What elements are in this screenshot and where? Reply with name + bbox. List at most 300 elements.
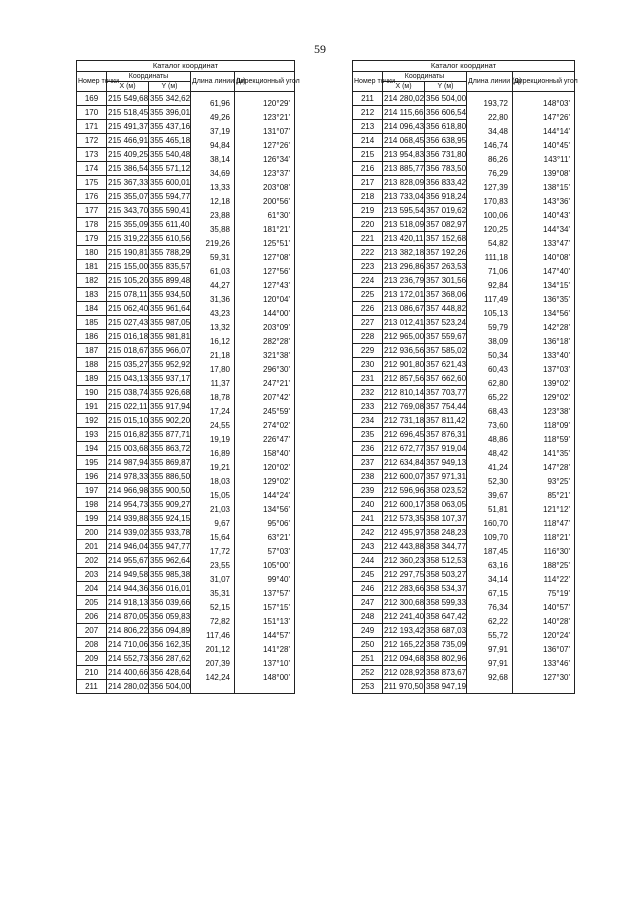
x-coordinate-cell: 212 241,40: [383, 610, 425, 624]
point-number-cell: 180: [77, 246, 107, 260]
table-row: [353, 666, 575, 680]
table-row: [77, 456, 295, 470]
y-coordinate-cell: 357 876,31: [425, 428, 467, 442]
y-coordinate-cell: 355 342,62: [149, 92, 191, 106]
direction-angle-cell: 133°47': [543, 238, 571, 248]
point-number-cell: 186: [77, 330, 107, 344]
line-length-cell: 15,05: [209, 490, 230, 500]
direction-angle-cell: 148°03': [543, 99, 571, 108]
line-length-cell: 31,07: [209, 574, 230, 584]
table-row: [77, 148, 295, 162]
direction-angle-cell: 247°21': [263, 378, 291, 388]
point-number-header: Номер точки: [353, 72, 383, 92]
y-coordinate-cell: 356 606,54: [425, 106, 467, 120]
line-length-cell: 17,24: [209, 406, 230, 416]
x-header: X (м): [107, 82, 149, 92]
line-length-cell: 48,42: [487, 448, 508, 458]
y-coordinate-cell: 357 585,02: [425, 344, 467, 358]
x-coordinate-cell: 214 987,94: [107, 456, 149, 470]
direction-angle-cell: 118°09': [543, 420, 571, 430]
point-number-cell: 237: [353, 456, 383, 470]
line-length-cell: 68,43: [487, 406, 508, 416]
x-coordinate-cell: 215 386,54: [107, 162, 149, 176]
coordinates-header: Координаты: [107, 72, 191, 82]
line-length-cell: 120,25: [483, 224, 508, 234]
direction-angle-cell: 147°26': [543, 112, 571, 122]
line-length-cell: 55,72: [487, 630, 508, 640]
x-coordinate-cell: 215 466,91: [107, 134, 149, 148]
point-number-cell: 225: [353, 288, 383, 302]
direction-angle-cell: 61°30': [267, 210, 291, 220]
table-row: [77, 638, 295, 652]
point-number-cell: 181: [77, 260, 107, 274]
point-number-cell: 234: [353, 414, 383, 428]
y-coordinate-cell: 355 981,81: [149, 330, 191, 344]
x-coordinate-cell: 212 769,08: [383, 400, 425, 414]
direction-angle-cell: 127°30': [543, 672, 571, 682]
table-row: [353, 442, 575, 456]
point-number-cell: 216: [353, 162, 383, 176]
catalog-title: Каталог координат: [353, 61, 575, 72]
y-coordinate-cell: 355 590,41: [149, 204, 191, 218]
y-coordinate-cell: 357 082,97: [425, 218, 467, 232]
x-coordinate-cell: 212 193,42: [383, 624, 425, 638]
table-row: [77, 302, 295, 316]
x-coordinate-cell: 212 028,92: [383, 666, 425, 680]
x-coordinate-cell: 212 300,68: [383, 596, 425, 610]
point-number-cell: 241: [353, 512, 383, 526]
point-number-cell: 209: [77, 652, 107, 666]
direction-angle-cell: 134°56': [543, 308, 571, 318]
x-coordinate-cell: 215 016,18: [107, 330, 149, 344]
x-coordinate-cell: 215 549,68: [107, 92, 149, 106]
y-coordinate-cell: 356 094,89: [149, 624, 191, 638]
direction-angle-cell: 140°28': [543, 616, 571, 626]
point-number-cell: 236: [353, 442, 383, 456]
y-coordinate-cell: 356 783,50: [425, 162, 467, 176]
table-row: [353, 596, 575, 610]
direction-angle-cell: 85°21': [547, 490, 571, 500]
direction-angle-cell: 203°09': [263, 322, 291, 332]
x-coordinate-cell: 214 280,02: [383, 92, 425, 106]
x-coordinate-cell: 212 696,45: [383, 428, 425, 442]
x-header: X (м): [383, 82, 425, 92]
direction-angle-cell: 95°06': [267, 518, 291, 528]
point-number-cell: 232: [353, 386, 383, 400]
x-coordinate-cell: 215 105,20: [107, 274, 149, 288]
line-length-cell: 97,91: [487, 658, 508, 668]
table-row: [353, 470, 575, 484]
x-coordinate-cell: 213 172,01: [383, 288, 425, 302]
x-coordinate-cell: 215 015,10: [107, 414, 149, 428]
y-coordinate-cell: 355 962,64: [149, 554, 191, 568]
line-length-cell: 97,91: [487, 644, 508, 654]
point-number-cell: 184: [77, 302, 107, 316]
x-coordinate-cell: 214 870,05: [107, 610, 149, 624]
x-coordinate-cell: 215 190,81: [107, 246, 149, 260]
point-number-cell: 204: [77, 582, 107, 596]
y-coordinate-cell: 358 802,96: [425, 652, 467, 666]
y-coordinate-cell: 358 248,23: [425, 526, 467, 540]
x-coordinate-cell: 215 027,43: [107, 316, 149, 330]
table-row: [77, 274, 295, 288]
line-length-cell: 61,03: [209, 266, 230, 276]
point-number-cell: 246: [353, 582, 383, 596]
x-coordinate-cell: 214 710,06: [107, 638, 149, 652]
direction-angle-cell: 137°03': [543, 364, 571, 374]
direction-angle-cell: 136°35': [543, 294, 571, 304]
y-coordinate-cell: 357 368,06: [425, 288, 467, 302]
line-length-cell: 37,19: [209, 126, 230, 136]
x-coordinate-cell: 212 600,07: [383, 470, 425, 484]
y-coordinate-cell: 356 016,01: [149, 582, 191, 596]
table-row: [77, 246, 295, 260]
y-coordinate-cell: 355 600,01: [149, 176, 191, 190]
x-coordinate-cell: 214 966,98: [107, 484, 149, 498]
x-coordinate-cell: 212 297,75: [383, 568, 425, 582]
line-length-cell: 146,74: [483, 140, 508, 150]
y-coordinate-cell: 355 611,40: [149, 218, 191, 232]
point-number-cell: 242: [353, 526, 383, 540]
line-length-cell: 60,43: [487, 364, 508, 374]
table-row: [77, 106, 295, 120]
table-row: [77, 260, 295, 274]
point-number-cell: 220: [353, 218, 383, 232]
line-length-cell: 187,45: [483, 546, 508, 556]
y-coordinate-cell: 358 063,05: [425, 498, 467, 512]
line-length-cell: 72,82: [209, 616, 230, 626]
y-coordinate-cell: 358 503,27: [425, 568, 467, 582]
table-row: [77, 316, 295, 330]
y-coordinate-cell: 356 504,00: [149, 680, 191, 694]
x-coordinate-cell: 215 343,70: [107, 204, 149, 218]
table-row: [353, 232, 575, 246]
table-row: [353, 414, 575, 428]
table-row: [77, 582, 295, 596]
line-length-cell: 59,31: [209, 252, 230, 262]
direction-angle-cell: 125°51': [263, 238, 291, 248]
table-row: [77, 386, 295, 400]
y-coordinate-cell: 355 886,50: [149, 470, 191, 484]
x-coordinate-cell: 215 078,11: [107, 288, 149, 302]
table-row: [77, 428, 295, 442]
table-row: [353, 372, 575, 386]
table-row: [353, 456, 575, 470]
direction-angle-cell: 203°08': [263, 182, 291, 192]
direction-angle-cell: 75°19': [547, 588, 571, 598]
y-coordinate-cell: 357 019,62: [425, 204, 467, 218]
x-coordinate-cell: 214 978,33: [107, 470, 149, 484]
direction-angle-cell: 105°00': [263, 560, 291, 570]
line-length-cell: 21,18: [209, 350, 230, 360]
direction-angle-cell: 126°34': [263, 154, 291, 164]
table-row: [353, 680, 575, 694]
point-number-cell: 213: [353, 120, 383, 134]
direction-angle-cell: 147°28': [543, 462, 571, 472]
point-number-cell: 195: [77, 456, 107, 470]
line-length-cell: 34,14: [487, 574, 508, 584]
x-coordinate-cell: 215 003,68: [107, 442, 149, 456]
point-number-cell: 197: [77, 484, 107, 498]
y-coordinate-cell: 355 947,77: [149, 540, 191, 554]
table-row: [353, 358, 575, 372]
y-coordinate-cell: 357 949,13: [425, 456, 467, 470]
line-length-cell: 111,18: [484, 252, 508, 262]
table-row: [353, 344, 575, 358]
x-coordinate-cell: 213 086,67: [383, 302, 425, 316]
direction-angle-cell: 138°15': [543, 182, 571, 192]
direction-angle-cell: 129°02': [543, 392, 571, 402]
direction-angle-cell: 144°00': [263, 308, 291, 318]
direction-angle-cell: 57°03': [267, 546, 291, 556]
line-length-cell: 13,32: [209, 322, 230, 332]
y-coordinate-cell: 357 971,31: [425, 470, 467, 484]
line-length-cell: 38,09: [487, 336, 508, 346]
table-row: [77, 162, 295, 176]
line-length-cell: 61,96: [209, 99, 230, 108]
line-length-cell: 63,16: [487, 560, 508, 570]
table-row: [353, 92, 575, 106]
y-coordinate-cell: 357 811,42: [425, 414, 467, 428]
table-row: [77, 666, 295, 680]
direction-angle-cell: 140°45': [543, 140, 571, 150]
table-row: [353, 134, 575, 148]
line-length-cell: 34,48: [487, 126, 508, 136]
x-coordinate-cell: 212 283,66: [383, 582, 425, 596]
x-coordinate-cell: 212 901,80: [383, 358, 425, 372]
direction-angle-cell: 121°12': [543, 504, 571, 514]
point-number-cell: 173: [77, 148, 107, 162]
direction-angle-cell: 116°30': [543, 546, 571, 556]
x-coordinate-cell: 214 944,36: [107, 582, 149, 596]
table-row: [353, 176, 575, 190]
direction-angle-cell: 140°57': [543, 602, 571, 612]
y-coordinate-cell: 357 192,26: [425, 246, 467, 260]
x-coordinate-cell: 215 018,67: [107, 344, 149, 358]
y-coordinate-cell: 358 647,42: [425, 610, 467, 624]
point-number-cell: 208: [77, 638, 107, 652]
page-number: 59: [314, 42, 326, 56]
line-length-cell: 39,67: [487, 490, 508, 500]
direction-angle-cell: 133°46': [543, 658, 571, 668]
table-row: [353, 246, 575, 260]
point-number-cell: 178: [77, 218, 107, 232]
point-number-cell: 215: [353, 148, 383, 162]
point-number-cell: 169: [77, 92, 107, 106]
y-coordinate-cell: 358 107,37: [425, 512, 467, 526]
direction-angle-cell: 63°21': [267, 532, 291, 542]
direction-angle-cell: 127°08': [263, 252, 291, 262]
angle-header: Дирекционный угол: [235, 72, 295, 92]
line-length-cell: 24,55: [209, 420, 230, 430]
x-coordinate-cell: 215 038,74: [107, 386, 149, 400]
x-coordinate-cell: 213 012,41: [383, 316, 425, 330]
y-coordinate-cell: 355 877,71: [149, 428, 191, 442]
y-coordinate-cell: 357 523,24: [425, 316, 467, 330]
x-coordinate-cell: 214 552,73: [107, 652, 149, 666]
point-number-cell: 211: [353, 92, 383, 106]
x-coordinate-cell: 213 733,04: [383, 190, 425, 204]
table-row: [353, 610, 575, 624]
y-coordinate-cell: 356 287,62: [149, 652, 191, 666]
table-row: [77, 484, 295, 498]
direction-angle-cell: 133°40': [543, 350, 571, 360]
x-coordinate-cell: 213 885,77: [383, 162, 425, 176]
direction-angle-cell: 123°38': [543, 406, 571, 416]
table-row: [353, 218, 575, 232]
line-length-cell: 13,33: [209, 182, 230, 192]
x-coordinate-cell: 212 495,97: [383, 526, 425, 540]
x-coordinate-cell: 212 634,84: [383, 456, 425, 470]
direction-angle-cell: 136°07': [543, 644, 571, 654]
direction-angle-cell: 120°29': [263, 99, 291, 108]
table-row: [77, 596, 295, 610]
table-row: [353, 484, 575, 498]
y-coordinate-cell: 356 039,66: [149, 596, 191, 610]
y-coordinate-cell: 358 947,19: [425, 680, 467, 694]
y-coordinate-cell: 355 835,57: [149, 260, 191, 274]
point-number-cell: 214: [353, 134, 383, 148]
x-coordinate-cell: 215 319,22: [107, 232, 149, 246]
x-coordinate-cell: 215 409,25: [107, 148, 149, 162]
point-number-cell: 235: [353, 428, 383, 442]
table-row: [77, 92, 295, 106]
line-length-cell: 142,24: [205, 672, 230, 682]
table-row: [353, 526, 575, 540]
table-row: [353, 330, 575, 344]
line-length-cell: 109,70: [483, 532, 508, 542]
direction-angle-cell: 181°21': [263, 224, 291, 234]
direction-angle-cell: 127°56': [263, 266, 291, 276]
table-row: [353, 498, 575, 512]
y-coordinate-cell: 357 263,53: [425, 260, 467, 274]
direction-angle-cell: 129°02': [263, 476, 291, 486]
y-coordinate-cell: 355 952,92: [149, 358, 191, 372]
direction-angle-cell: 296°30': [263, 364, 291, 374]
table-row: [77, 176, 295, 190]
x-coordinate-cell: 215 491,37: [107, 120, 149, 134]
x-coordinate-cell: 214 949,58: [107, 568, 149, 582]
y-coordinate-cell: 355 396,01: [149, 106, 191, 120]
y-coordinate-cell: 356 918,24: [425, 190, 467, 204]
point-number-cell: 247: [353, 596, 383, 610]
y-coordinate-cell: 357 703,77: [425, 386, 467, 400]
point-number-cell: 251: [353, 652, 383, 666]
table-row: [353, 162, 575, 176]
point-number-cell: 243: [353, 540, 383, 554]
table-row: [353, 120, 575, 134]
direction-angle-cell: 127°43': [263, 280, 291, 290]
point-number-cell: 238: [353, 470, 383, 484]
point-number-cell: 233: [353, 400, 383, 414]
table-row: [353, 568, 575, 582]
y-coordinate-cell: 355 863,72: [149, 442, 191, 456]
line-length-cell: 15,64: [209, 532, 230, 542]
y-coordinate-cell: 355 610,56: [149, 232, 191, 246]
line-length-cell: 59,79: [487, 322, 508, 332]
y-coordinate-cell: 355 788,29: [149, 246, 191, 260]
y-coordinate-cell: 357 754,44: [425, 400, 467, 414]
x-coordinate-cell: 211 970,50: [383, 680, 425, 694]
point-number-cell: 245: [353, 568, 383, 582]
x-coordinate-cell: 214 068,45: [383, 134, 425, 148]
direction-angle-cell: 120°24': [543, 630, 571, 640]
y-coordinate-cell: 358 873,67: [425, 666, 467, 680]
line-length-cell: 16,12: [209, 336, 230, 346]
table-row: [353, 190, 575, 204]
point-number-cell: 200: [77, 526, 107, 540]
line-length-cell: 117,46: [206, 630, 230, 640]
y-coordinate-cell: 356 833,42: [425, 176, 467, 190]
line-length-cell: 67,15: [487, 588, 508, 598]
direction-angle-cell: 147°40': [543, 266, 571, 276]
direction-angle-cell: 157°15': [263, 602, 291, 612]
line-length-cell: 86,26: [487, 154, 508, 164]
table-row: [77, 568, 295, 582]
y-coordinate-cell: 357 152,68: [425, 232, 467, 246]
line-length-cell: 65,22: [487, 392, 508, 402]
point-number-cell: 179: [77, 232, 107, 246]
table-row: [353, 582, 575, 596]
catalog-title: Каталог координат: [77, 61, 295, 72]
y-coordinate-cell: 357 559,67: [425, 330, 467, 344]
table-row: [353, 260, 575, 274]
line-length-cell: 92,84: [487, 280, 508, 290]
point-number-cell: 203: [77, 568, 107, 582]
y-coordinate-cell: 355 899,48: [149, 274, 191, 288]
table-row: [77, 652, 295, 666]
table-row: [353, 302, 575, 316]
x-coordinate-cell: 213 518,09: [383, 218, 425, 232]
line-length-cell: 100,06: [483, 210, 508, 220]
point-number-cell: 199: [77, 512, 107, 526]
table-row: [353, 554, 575, 568]
y-coordinate-cell: 355 571,12: [149, 162, 191, 176]
line-length-cell: 52,30: [487, 476, 508, 486]
direction-angle-cell: 188°25': [543, 560, 571, 570]
line-length-cell: 48,86: [487, 434, 508, 444]
table-row: [77, 190, 295, 204]
direction-angle-cell: 140°08': [543, 252, 571, 262]
line-length-cell: 19,19: [209, 434, 230, 444]
x-coordinate-cell: 212 936,56: [383, 344, 425, 358]
line-length-cell: 94,84: [209, 140, 230, 150]
point-number-cell: 177: [77, 204, 107, 218]
point-number-cell: 249: [353, 624, 383, 638]
table-row: [77, 400, 295, 414]
line-length-cell: 19,21: [209, 462, 230, 472]
x-coordinate-cell: 215 022,11: [107, 400, 149, 414]
point-number-cell: 229: [353, 344, 383, 358]
x-coordinate-cell: 214 939,02: [107, 526, 149, 540]
length-header: Длина линии (м): [467, 72, 513, 92]
y-coordinate-cell: 356 504,00: [425, 92, 467, 106]
table-row: [353, 106, 575, 120]
direction-angle-cell: 207°42': [263, 392, 291, 402]
y-coordinate-cell: 355 869,87: [149, 456, 191, 470]
y-coordinate-cell: 355 594,77: [149, 190, 191, 204]
x-coordinate-cell: 213 595,54: [383, 204, 425, 218]
table-row: [77, 344, 295, 358]
x-coordinate-cell: 212 600,17: [383, 498, 425, 512]
x-coordinate-cell: 215 035,27: [107, 358, 149, 372]
point-number-cell: 182: [77, 274, 107, 288]
x-coordinate-cell: 214 806,22: [107, 624, 149, 638]
table-row: [77, 470, 295, 484]
point-number-cell: 248: [353, 610, 383, 624]
line-length-cell: 43,23: [209, 308, 230, 318]
table-row: [77, 610, 295, 624]
